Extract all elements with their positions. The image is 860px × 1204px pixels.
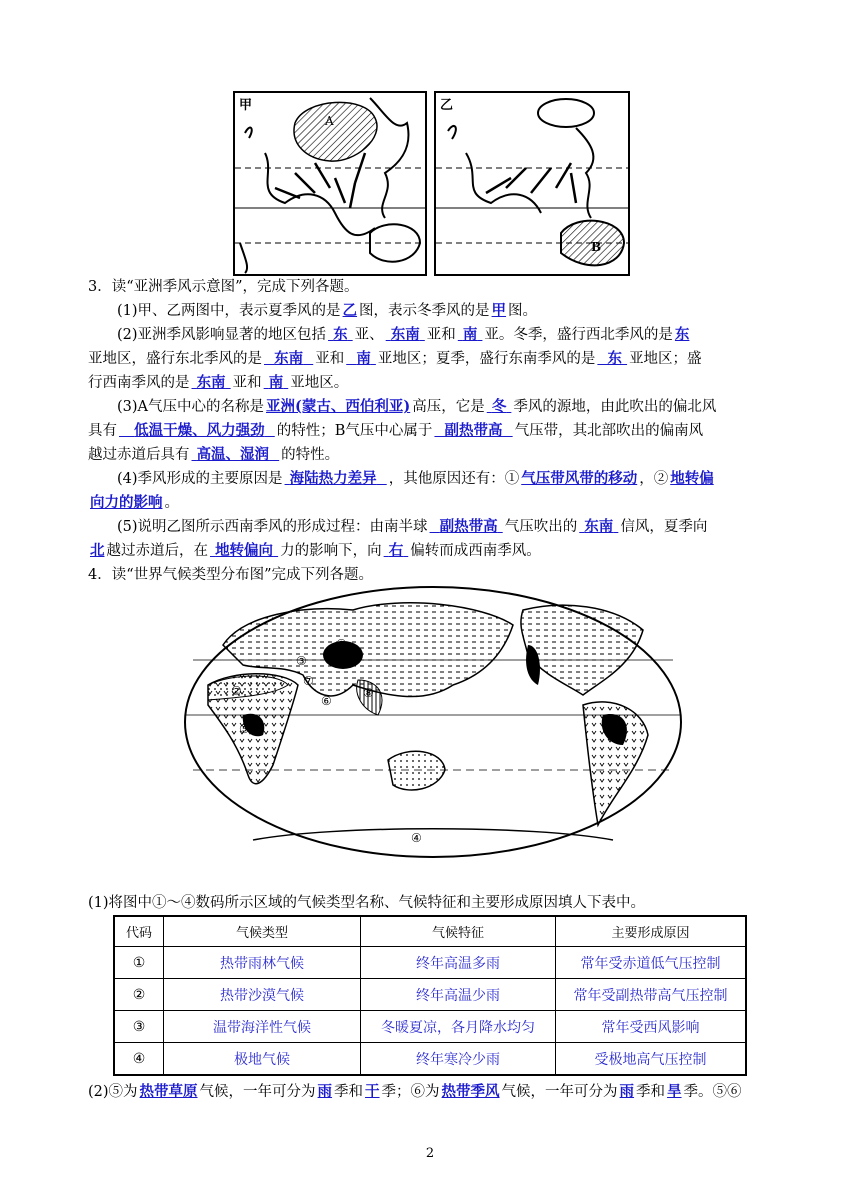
q4-title: 4．读“世界气候类型分布图”完成下列各题。 <box>88 567 374 583</box>
map-label-6: ⑥ <box>321 694 332 708</box>
table-cell: 终年高温多雨 <box>361 947 556 979</box>
map-label-5: ⑤ <box>239 722 250 736</box>
table-cell: ② <box>114 979 164 1011</box>
map-label-2: ② <box>231 684 242 698</box>
table-cell: 热带雨林气候 <box>164 947 361 979</box>
map-label-7: ⑦ <box>303 674 314 688</box>
table-cell: 常年受赤道低气压控制 <box>556 947 747 979</box>
map-label-4: ④ <box>411 831 422 845</box>
q3-part2-line2: 亚地区，盛行东北季风的是 东南 亚和 南 亚地区；夏季，盛行东南季风的是 东 亚地区；盛 <box>88 350 702 367</box>
table-header-row <box>114 916 746 947</box>
table-cell: 终年寒冷少雨 <box>361 1043 556 1076</box>
table-cell: 受极地高气压控制 <box>556 1043 747 1076</box>
map-yi <box>434 91 630 276</box>
q3-part2-line1: (2)亚洲季风影响显著的地区包括 东 亚、 东南 亚和 南 亚。冬季，盛行西北季风的是 东 <box>117 326 690 343</box>
q4-sub2: (2)⑤为 热带草原 气候，一年可分为 雨 季和 干 季；⑥为 热带季风 气候，一年可分为 雨 季和 旱 季。⑤⑥ <box>88 1083 742 1100</box>
q3-part4-line1: (4)季风形成的主要原因是 海陆热力差异 ，其他原因还有：① 气压带风带的移动 ，② 地转偏 <box>117 470 714 487</box>
q3-part3-line2: 具有 低温干燥、风力强劲 的特性；B气压中心属于 副热带高 气压带，其北部吹出的偏南风 <box>88 422 704 439</box>
map-jia <box>233 91 427 276</box>
table-cell: 热带沙漠气候 <box>164 979 361 1011</box>
table-cell: 极地气候 <box>164 1043 361 1076</box>
q3-part3-line1: (3)A气压中心的名称是 亚洲(蒙古、西伯利亚) 高压，它是 冬 季风的源地，由此吹出的偏北风 <box>117 398 717 415</box>
climate-table <box>113 915 747 1076</box>
map-label-3: ③ <box>296 654 307 668</box>
pressure-center-b: B <box>591 240 602 254</box>
table-cell: ④ <box>114 1043 164 1076</box>
table-header: 气候类型 <box>164 916 361 947</box>
table-row <box>114 979 746 1011</box>
table-cell: 冬暖夏凉，各月降水均匀 <box>361 1011 556 1043</box>
map-label-1: ① <box>613 724 624 738</box>
table-row <box>114 1011 746 1043</box>
asia-monsoon-map-jia <box>235 93 425 274</box>
q3-part2-line3: 行西南季风的是 东南 亚和 南 亚地区。 <box>88 374 349 391</box>
pressure-center-a: A <box>325 114 334 128</box>
world-climate-map <box>183 585 683 860</box>
table-cell: 常年受副热带高气压控制 <box>556 979 747 1011</box>
table-header: 气候特征 <box>361 916 556 947</box>
table-cell: 终年高温少雨 <box>361 979 556 1011</box>
table-row <box>114 947 746 979</box>
q3-part3-line3: 越过赤道后具有 高温、湿润 的特性。 <box>88 446 340 463</box>
table-cell: 常年受西风影响 <box>556 1011 747 1043</box>
map-label-8: ⑧ <box>363 686 374 700</box>
q3-part1: (1)甲、乙两图中，表示夏季风的是 乙 图，表示冬季风的是 甲 图。 <box>117 302 538 319</box>
page-number: 2 <box>425 1146 435 1161</box>
q4-sub1: (1)将图中①～④数码所示区域的气候类型名称、气候特征和主要形成原因填人下表中。 <box>88 895 646 911</box>
asia-monsoon-map-yi <box>436 93 628 274</box>
table-header: 代码 <box>114 916 164 947</box>
q3-title: 3．读“亚洲季风示意图”，完成下列各题。 <box>88 279 359 295</box>
map-jia-label: 甲 <box>239 98 253 113</box>
table-cell: 温带海洋性气候 <box>164 1011 361 1043</box>
table-row <box>114 1043 746 1076</box>
q3-part5-line2: 北 越过赤道后，在 地转偏向 力的影响下，向 右 偏转而成西南季风。 <box>90 542 541 559</box>
table-cell: ③ <box>114 1011 164 1043</box>
q3-part5-line1: (5)说明乙图所示西南季风的形成过程：由南半球 副热带高 气压吹出的 东南 信风，夏季向 <box>117 518 708 535</box>
table-header: 主要形成原因 <box>556 916 747 947</box>
q3-part4-line2: 向力的影响 。 <box>90 494 179 511</box>
map-label-9: ⑨ <box>336 637 347 651</box>
table-cell: ① <box>114 947 164 979</box>
map-yi-label: 乙 <box>440 98 454 113</box>
